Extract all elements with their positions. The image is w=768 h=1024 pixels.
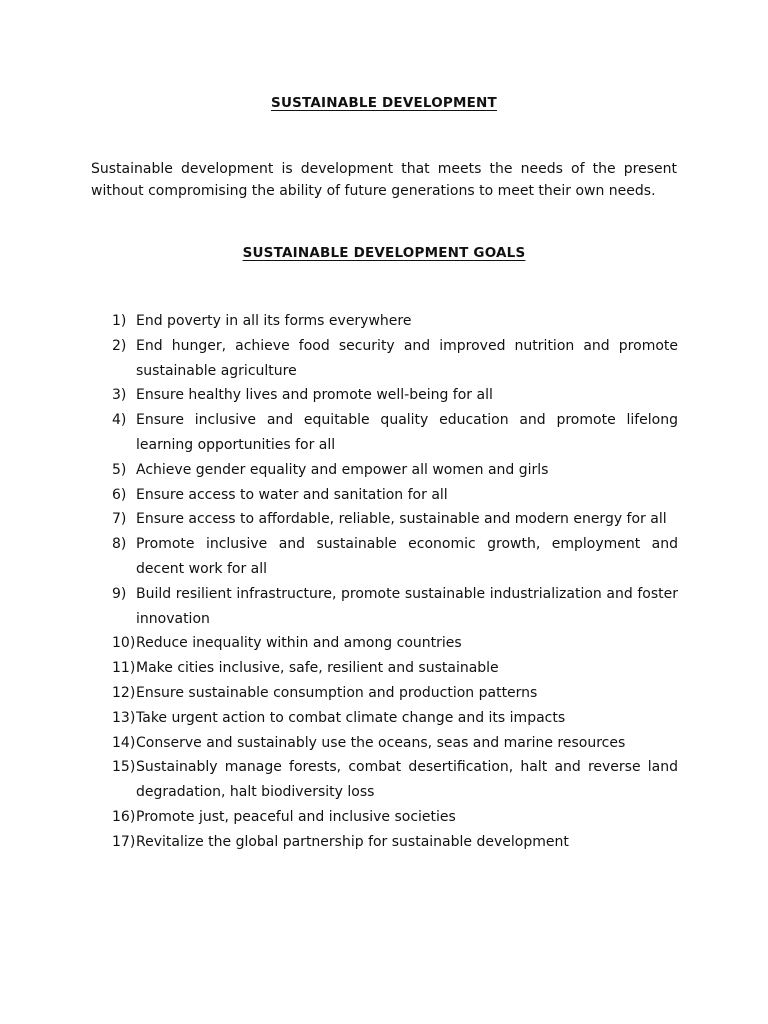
goal-text: End poverty in all its forms everywhere [136, 313, 412, 329]
goal-number: 14) [112, 734, 136, 751]
goal-text: Promote just, peaceful and inclusive societies [136, 808, 456, 825]
goals-heading: SUSTAINABLE DEVELOPMENT GOALS [242, 245, 526, 261]
intro-paragraph: Sustainable development is development that meets the needs of the present without compromising the ability of future generations to meet their own needs. [91, 161, 677, 199]
goal-number: 11) [112, 660, 136, 677]
goal-item [112, 706, 678, 731]
goal-text: Conserve and sustainably use the oceans, seas and marine resources [136, 734, 626, 751]
goal-item [112, 458, 678, 483]
goal-item [112, 309, 678, 334]
goal-text: Promote inclusive and sustainable economic growth, employment and decent work for all [136, 536, 678, 577]
goal-number: 6) [112, 486, 127, 503]
goal-text: End hunger, achieve food security and improved nutrition and promote sustainable agriculture [136, 337, 678, 379]
goal-item [112, 507, 678, 532]
goal-number: 3) [112, 387, 127, 404]
goal-number: 17) [112, 833, 136, 850]
goal-item [112, 681, 678, 706]
goal-text: Build resilient infrastructure, promote sustainable industrialization and foster innovation [136, 585, 678, 627]
goal-number: 10) [112, 635, 136, 652]
goal-item [112, 805, 678, 830]
goal-item [112, 532, 678, 582]
goal-item [112, 334, 678, 384]
goal-text: Revitalize the global partnership for sustainable development [136, 833, 569, 850]
goal-number: 9) [112, 585, 127, 602]
goal-item [112, 582, 678, 632]
goal-item [112, 755, 678, 805]
goal-number: 8) [112, 536, 127, 553]
goal-number: 1) [112, 313, 127, 329]
goal-text: Ensure access to affordable, reliable, sustainable and modern energy for all [136, 511, 667, 528]
goal-text: Sustainably manage forests, combat desertification, halt and reverse land degradation, halt biodiversity loss [136, 759, 678, 801]
goal-item [112, 483, 678, 508]
goal-text: Make cities inclusive, safe, resilient and sustainable [136, 660, 499, 677]
goal-text: Ensure healthy lives and promote well-being for all [136, 387, 493, 404]
goal-text: Ensure inclusive and equitable quality education and promote lifelong learning opportunities for all [136, 412, 678, 453]
goal-item [112, 383, 678, 408]
goal-number: 4) [112, 412, 127, 429]
goal-item [112, 830, 678, 855]
goals-list [112, 309, 678, 855]
goal-number: 13) [112, 709, 136, 726]
goal-item [112, 408, 678, 458]
goal-number: 7) [112, 511, 127, 528]
goal-text: Achieve gender equality and empower all women and girls [136, 461, 549, 478]
goal-number: 5) [112, 461, 127, 478]
goal-text: Ensure access to water and sanitation for all [136, 486, 448, 503]
goal-text: Ensure sustainable consumption and production patterns [136, 684, 538, 701]
goal-item [112, 631, 678, 656]
goal-number: 15) [112, 759, 136, 776]
goal-number: 2) [112, 337, 127, 354]
goal-text: Reduce inequality within and among countries [136, 635, 462, 652]
goal-item [112, 731, 678, 756]
goal-text: Take urgent action to combat climate change and its impacts [136, 709, 566, 726]
page-title: SUSTAINABLE DEVELOPMENT [271, 95, 497, 111]
goal-item [112, 656, 678, 681]
goal-number: 16) [112, 808, 136, 825]
goal-number: 12) [112, 684, 136, 701]
